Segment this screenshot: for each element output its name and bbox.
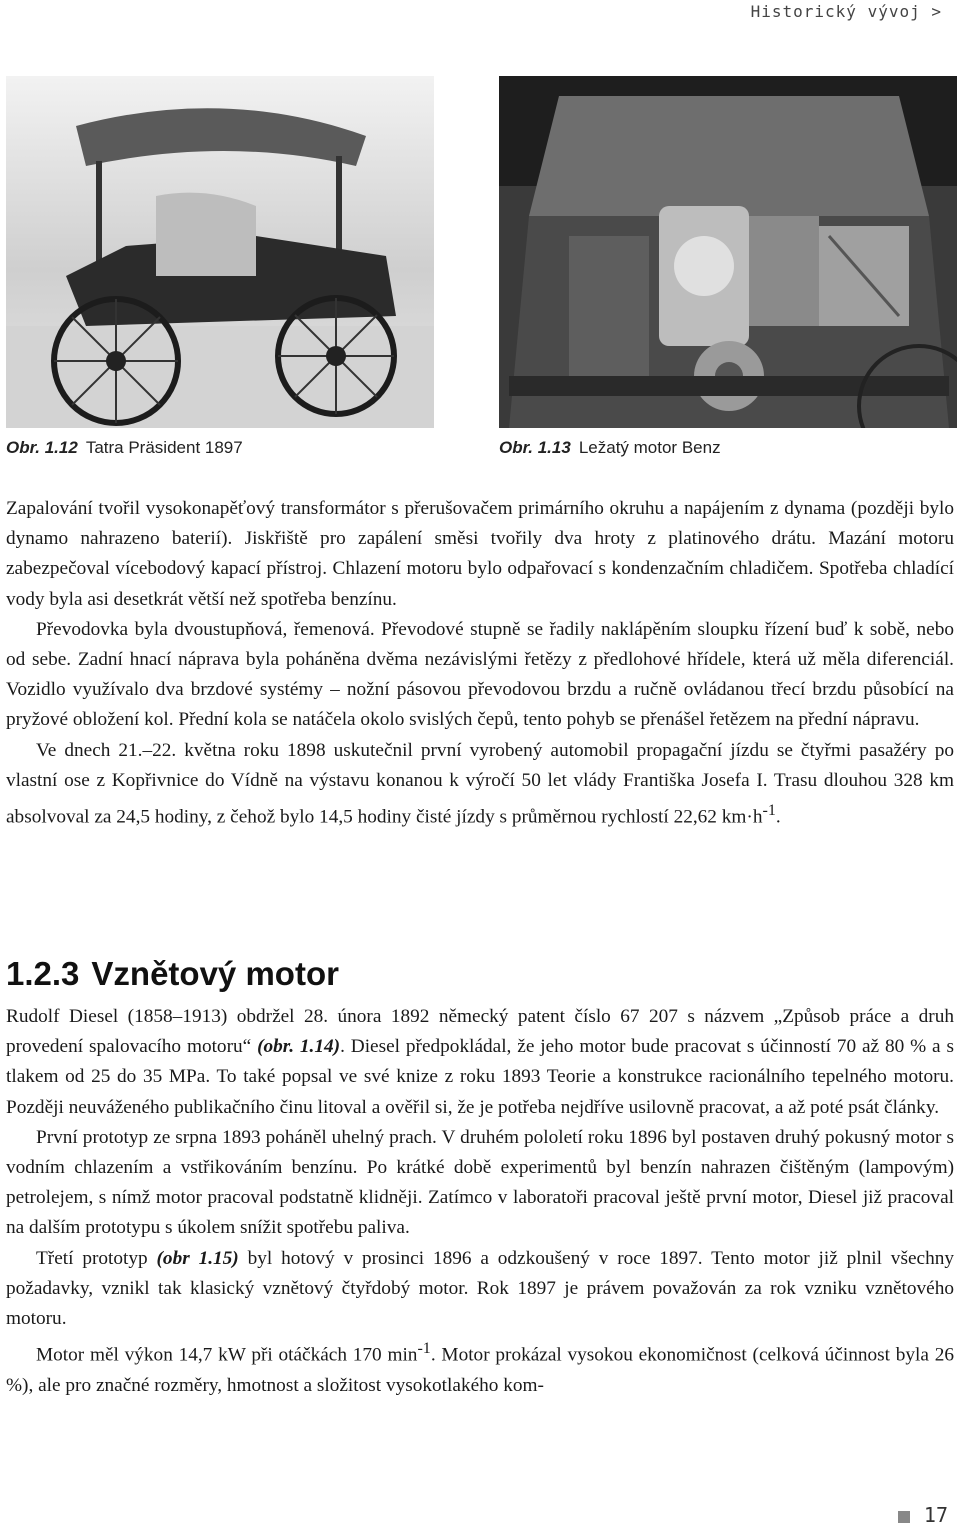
figure-caption-left: [6, 438, 243, 458]
paragraph: Motor měl výkon 14,7 kW při otáčkách 170 $\min^{-1}$. Motor prokázal vysokou ekonomičnost (celková účinnost byla 26 %), ale pro značné rozměry, hmotnost a složitost vysokotlakého kom-: [6, 1340, 954, 1396]
running-head: Historický vývoj >: [750, 2, 942, 21]
section-number: 1.2.3: [6, 955, 80, 992]
figure-reference: (obr 1.15): [156, 1247, 239, 1269]
body-text-section: [6, 1002, 954, 1401]
paragraph: Třetí prototyp (obr 1.15) byl hotový v prosinci 1896 a odzkoušený v roce 1897. Tento motor již plnil všechny požadavky, vznikl tak klasický vznětový čtyřdobý motor. Rok 1897 je právem považován za rok vzniku vznětového motoru.: [6, 1247, 954, 1330]
paragraph: Ve dnech 21.–22. května roku 1898 uskutečnil první vyrobený automobil propagační jízdu se čtyřmi pasažéry po vlastní ose z Kopřivnice do Vídně na výstavu konanou k výročí 50 let vlády Františka Josefa I. Trasu dlouhou 328 km absolvoval za 24,5 hodiny, z čehož bylo 14,5 hodiny čisté jízdy s průměrnou rychlostí 22,62 $km\cdot h^{-1}$.: [6, 739, 954, 828]
paragraph: První prototyp ze srpna 1893 poháněl uhelný prach. V druhém pololetí roku 1896 byl postaven druhý pokusný motor s vodním chlazením a vstřikováním benzínu. Po krátké době experimentů byl benzín nahrazen čištěným (lampovým) petrolejem, s nímž motor pracoval podstatně klidněji. Zatímco v laboratoři pracoval ještě první motor, Diesel již pracoval na dalším prototypu s úkolem snížit spotřebu paliva.: [6, 1126, 954, 1239]
figure-caption-text-left: Tatra Präsident 1897: [85, 438, 243, 457]
paragraph: Rudolf Diesel (1858–1913) obdržel 28. února 1892 německý patent číslo 67 207 s názvem „Způsob práce a druh provedení spalovacího motoru“ (obr. 1.14). Diesel předpokládal, že jeho motor bude pracovat s účinností 70 až 80 % a s tlakem od 25 do 35 MPa. To také popsal ve své knize z roku 1893 Teorie a konstrukce racionálního tepelného motoru. Později neuváženého publikačního činu litoval a ověřil si, že je potřeba nejdříve usilovně pracovat, a až poté psát články.: [6, 1006, 954, 1118]
body-text-top: [6, 494, 954, 833]
paragraph: Zapalování tvořil vysokonapěťový transformátor s přerušovačem primárního okruhu a napájením z dynama (později bylo dynamo nahrazeno baterií). Jiskřiště pro zapálení směsi tvořily dva hroty z platinového drátu. Mazání motoru zabezpečoval vícebodový kapací přístroj. Chlazení motoru bylo odpařovací s kondenzačním chladičem. Spotřeba chladící vody byla asi desetkrát větší než spotřeba benzínu.: [6, 498, 954, 610]
figure-caption-text-right: Ležatý motor Benz: [578, 438, 721, 457]
section-title: Vznětový motor: [91, 955, 339, 992]
figure-reference: (obr. 1.14): [257, 1036, 341, 1058]
superscript: -1: [762, 802, 776, 820]
superscript: -1: [417, 1340, 431, 1358]
square-marker-icon: [898, 1511, 910, 1523]
section-heading: [6, 955, 351, 993]
figure-caption-right: [499, 438, 721, 458]
page-number: 17: [898, 1503, 948, 1527]
figure-tatra-prasident-photo: [6, 76, 434, 428]
figure-number-right: Obr. 1.13: [499, 438, 571, 457]
figure-benz-engine-photo: [499, 76, 957, 428]
figure-number-left: Obr. 1.12: [6, 438, 78, 457]
paragraph: Převodovka byla dvoustupňová, řemenová. Převodové stupně se řadily naklápěním sloupku řízení buď k sobě, nebo od sebe. Zadní hnací náprava byla poháněna dvěma nezávislými řetězy z předlohové hřídele, která už měla diferenciál. Vozidlo využívalo dva brzdové systémy – nožní pásovou převodovou brzdu a ručně ovládanou třecí brzdu působící na pryžové obložení kol. Přední kola se natáčela okolo svislých čepů, tento pohyb se přenášel řetězem na přední nápravu.: [6, 618, 954, 731]
